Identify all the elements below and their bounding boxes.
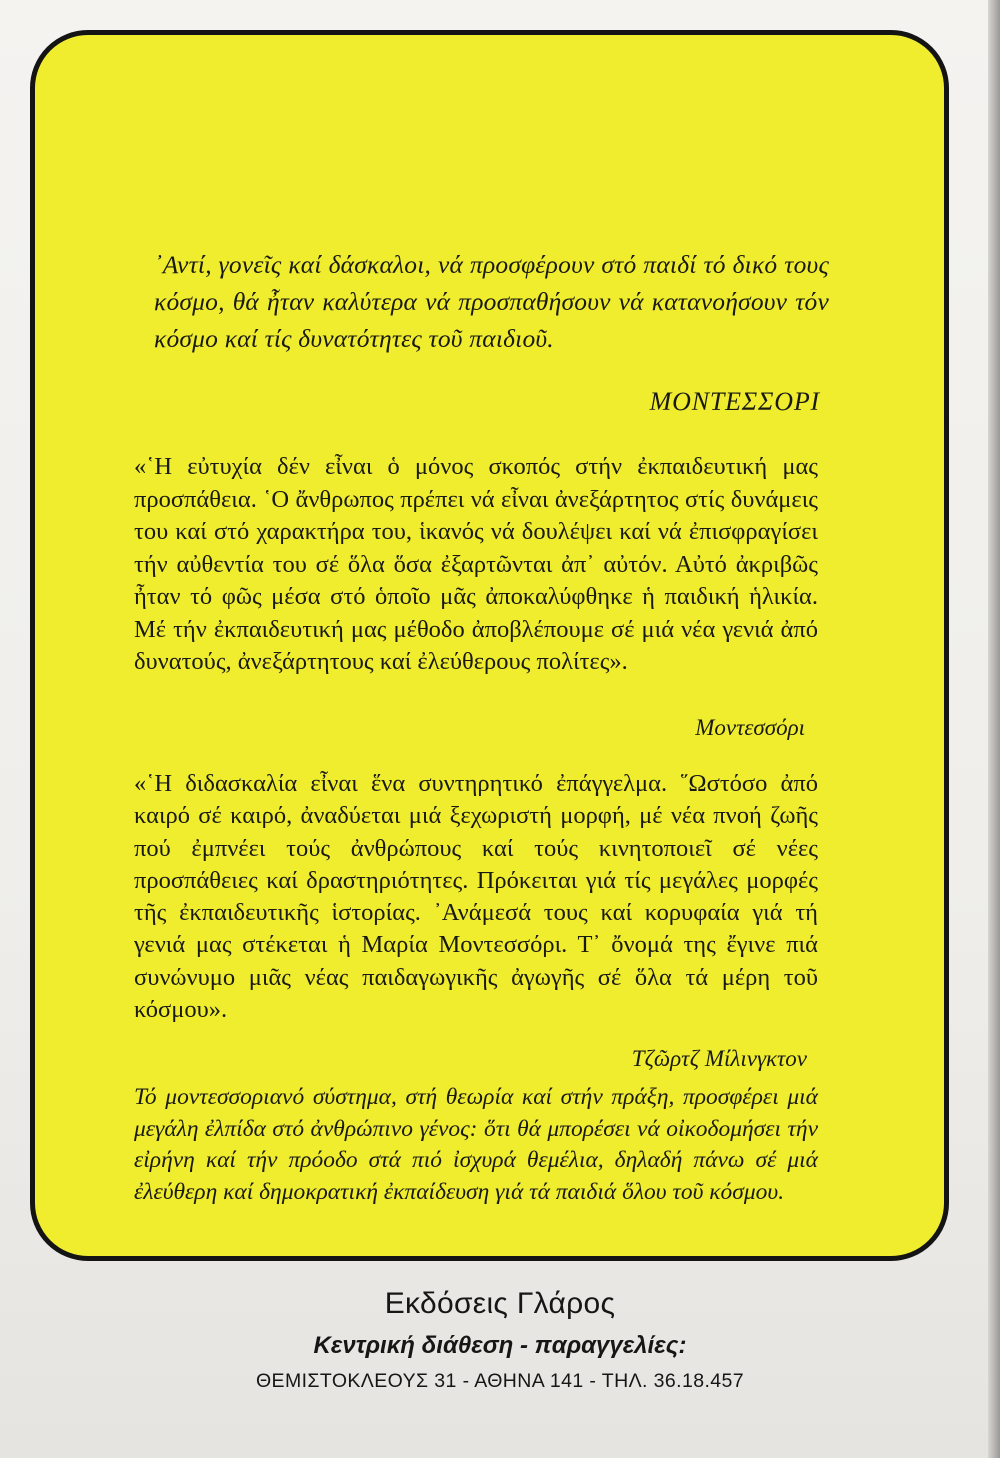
quote-montessori-intro: ᾿Αντί, γονεῖς καί δάσκαλοι, νά προσφέρουν στό παιδί τό δικό τους κόσμο, θά ἦταν καλύτερα νά προσπαθήσουν νά κατανοήσουν τόν κόσμο καί τίς δυνατότητες τοῦ παιδιοῦ. (154, 250, 829, 353)
quote-attribution-1: ΜΟΝΤΕΣΣΟΡΙ (649, 387, 820, 416)
closing-paragraph: Τό μοντεσσοριανό σύστημα, στή θεωρία καί στήν πράξη, προσφέρει μιά μεγάλη ἐλπίδα στό ἀνθρώπινο γένος: ὅτι θά μπορέσει νά οἰκοδομήσει τήν εἰρήνη καί τήν πρόοδο στά πιό ἰσχυρά θεμέλια, δηλαδή πάνω σέ μιά ἐλεύθερη καί δημοκρατική ἐκπαίδευση γιά τά παιδιά ὅλου τοῦ κόσμου. (134, 1084, 818, 1205)
quote-montessori-education: «῾Η εὐτυχία δέν εἶναι ὁ μόνος σκοπός στήν ἐκπαιδευτική μας προσπάθεια. ῾Ο ἄνθρωπος πρέπει νά εἶναι ἀνεξάρτητος στίς δυνάμεις του καί στό χαρακτήρα του, ἱκανός νά δουλέψει καί νά ἐπισφραγίσει τήν αὐθεντία του σέ ὅλα ὅσα ἐξαρτῶνται ἀπ᾿ αὐτόν. Αὐτό ἀκριβῶς ἦταν τό φῶς μέσα στό ὁποῖο μᾶς ἀποκαλύφθηκε ἡ παιδική ἡλικία. Μέ τήν ἐκπαιδευτική μας μέθοδο ἀποβλέπουμε σέ μιά νέα γενιά ἀπό δυνατούς, ἀνεξάρτητους καί ἐλεύθερους πολίτες». (134, 453, 818, 675)
quote-millington: «῾Η διδασκαλία εἶναι ἕνα συντηρητικό ἐπάγγελμα. ῞Ωστόσο ἀπό καιρό σέ καιρό, ἀναδύεται μιά ξεχωριστή μορφή, μέ νέα πνοή ζωῆς πού ἐμπνέει τούς ἀνθρώπους καί τούς κινητοποιεῖ σέ νέες προσπάθειες καί δραστηριότητες. Πρόκειται γιά τίς μεγάλες μορφές τῆς ἐκπαιδευτικῆς ἱστορίας. ᾿Ανάμεσά τους καί κορυφαία γιά τή γενιά μας στέκεται ἡ Μαρία Μοντεσσόρι. Τ᾿ ὄνομά της ἔγινε πιά συνώνυμο μιᾶς νέας παιδαγωγικῆς ἀγωγῆς σέ ὅλα τά μέρη τοῦ κόσμου». (134, 770, 818, 1024)
quote-attribution-2: Μοντεσσόρι (695, 715, 805, 740)
publisher-name: Εκδόσεις Γλάρος (384, 1287, 616, 1320)
publisher-distribution: Κεντρική διάθεση - παραγγελίες: (313, 1332, 687, 1359)
book-spine-edge (988, 0, 1000, 1458)
quote-attribution-3: Τζῶρτζ Μίλινγκτον (631, 1046, 807, 1071)
publisher-address: ΘΕΜΙΣΤΟΚΛΕΟΥΣ 31 - ΑΘΗΝΑ 141 - ΤΗΛ. 36.18.457 (255, 1370, 744, 1392)
